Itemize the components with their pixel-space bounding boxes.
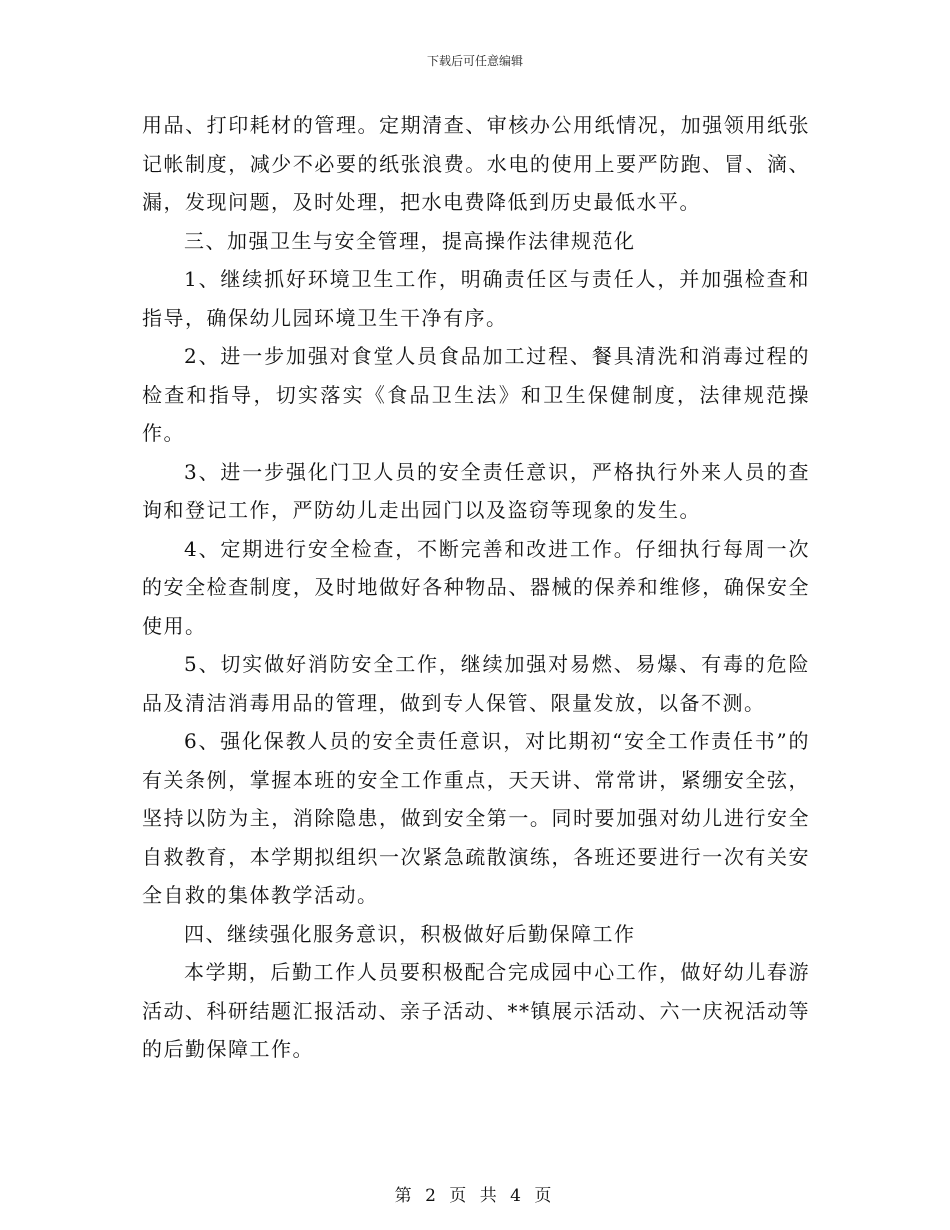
section-heading-3: 三、加强卫生与安全管理，提高操作法律规范化 [184, 228, 636, 253]
paragraph-item-1: 1、继续抓好环境卫生工作，明确责任区与责任人，并加强检查和指导，确保幼儿园环境卫生干净有序。 [142, 267, 810, 330]
paragraph-item-3: 3、进一步强化门卫人员的安全责任意识，严格执行外来人员的查询和登记工作，严防幼儿走出园门以及盗窃等现象的发生。 [142, 459, 810, 522]
paragraph-item-4: 4、定期进行安全检查，不断完善和改进工作。仔细执行每周一次的安全检查制度，及时地做好各种物品、器械的保养和维修，确保安全使用。 [142, 536, 810, 638]
page-number: 第 2 页 共 4 页 [394, 1186, 556, 1206]
paragraph-item-2: 2、进一步加强对食堂人员食品加工过程、餐具清洗和消毒过程的检查和指导，切实落实《食品卫生法》和卫生保健制度，法律规范操作。 [142, 344, 810, 445]
paragraph-item-5: 5、切实做好消防安全工作，继续加强对易燃、易爆、有毒的危险品及清洁消毒用品的管理，做到专人保管、限量发放，以备不测。 [142, 652, 810, 715]
document-body [142, 106, 810, 1069]
page-header: 下载后可任意编辑 [426, 54, 523, 68]
section-heading-4: 四、继续强化服务意识，积极做好后勤保障工作 [184, 921, 636, 946]
paragraph-item-6: 6、强化保教人员的安全责任意识，对比期初“安全工作责任书”的有关条例，掌握本班的安全工作重点，天天讲、常常讲，紧绷安全弦，坚持以防为主，消除隐患，做到安全第一。同时要加强对幼儿进行安全自救教育，本学期拟组织一次紧急疏散演练，各班还要进行一次有关安全自救的集体教学活动。 [142, 729, 810, 907]
paragraph-continued: 用品、打印耗材的管理。定期清查、审核办公用纸情况，加强领用纸张记帐制度，减少不必要的纸张浪费。水电的使用上要严防跑、冒、滴、漏，发现问题，及时处理，把水电费降低到历史最低水平。 [142, 113, 810, 214]
paragraph-semester: 本学期，后勤工作人员要积极配合完成园中心工作，做好幼儿春游活动、科研结题汇报活动、亲子活动、**镇展示活动、六一庆祝活动等的后勤保障工作。 [142, 960, 810, 1061]
